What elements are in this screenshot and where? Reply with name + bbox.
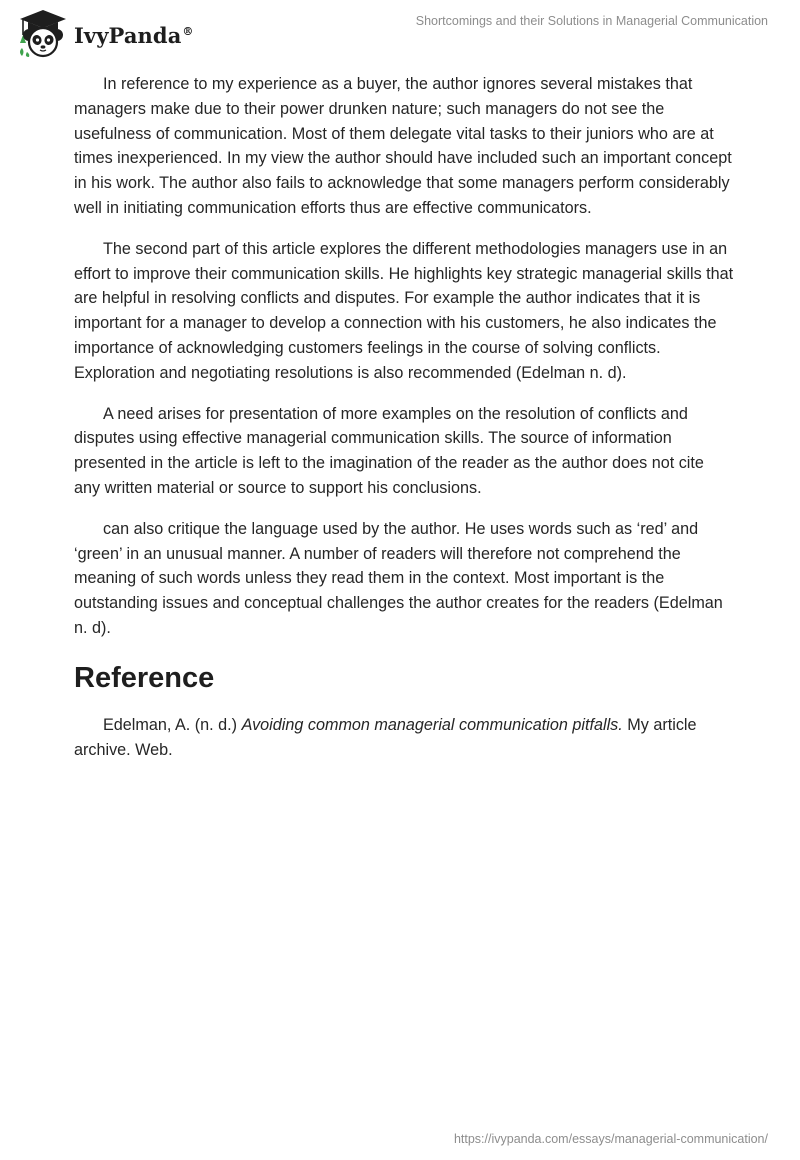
reference-title: Avoiding common managerial communication pitfalls. [241, 715, 623, 734]
panda-graduate-icon [14, 8, 72, 58]
reference-author: Edelman, A. (n. d.) [103, 715, 242, 734]
essay-content [74, 72, 734, 762]
page-header [0, 0, 800, 60]
body-paragraph: In reference to my experience as a buyer, the author ignores several mistakes that managers make due to their power drunken nature; such managers do not see the usefulness of communication. Most of them delegate vital tasks to their juniors who are at times inexperienced. In my view the author should have included such an important concept in his work. The author also fails to acknowledge that some managers perform considerably well in initiating communication efforts thus are effective communicators. [74, 75, 732, 217]
reference-source: My article archive. Web. [74, 715, 697, 759]
logo-wordmark: IvyPanda® [74, 22, 194, 48]
body-paragraph: The second part of this article explores the different methodologies managers use in an effort to improve their communication skills. He highlights key strategic managerial skills that are helpful in resolving conflicts and disputes. For example the author indicates that it is important for a manager to develop a connection with his customers, he also indicates the importance of acknowledging customers feelings in the course of solving conflicts. Exploration and negotiating resolutions is also recommended (Edelman n. d). [74, 239, 734, 382]
reference-entry [74, 713, 734, 763]
reference-heading: Reference [74, 661, 215, 694]
body-paragraph: A need arises for presentation of more examples on the resolution of conflicts and disputes using effective managerial communication skills. The source of information presented in the article is left to the imagination of the reader as the author does not cite any written material or source to support his conclusions. [74, 404, 704, 497]
running-title: Shortcomings and their Solutions in Managerial Communication [415, 14, 768, 28]
ivypanda-logo[interactable] [14, 8, 194, 58]
footer-url[interactable]: https://ivypanda.com/essays/managerial-communication/ [453, 1132, 768, 1146]
body-paragraph: can also critique the language used by the author. He uses words such as ‘red’ and ‘green’ in an unusual manner. A number of readers will therefore not comprehend the meaning of such words unless they read them in the context. Most important is the outstanding issues and conceptual challenges the author creates for the readers (Edelman n. d). [74, 519, 723, 637]
